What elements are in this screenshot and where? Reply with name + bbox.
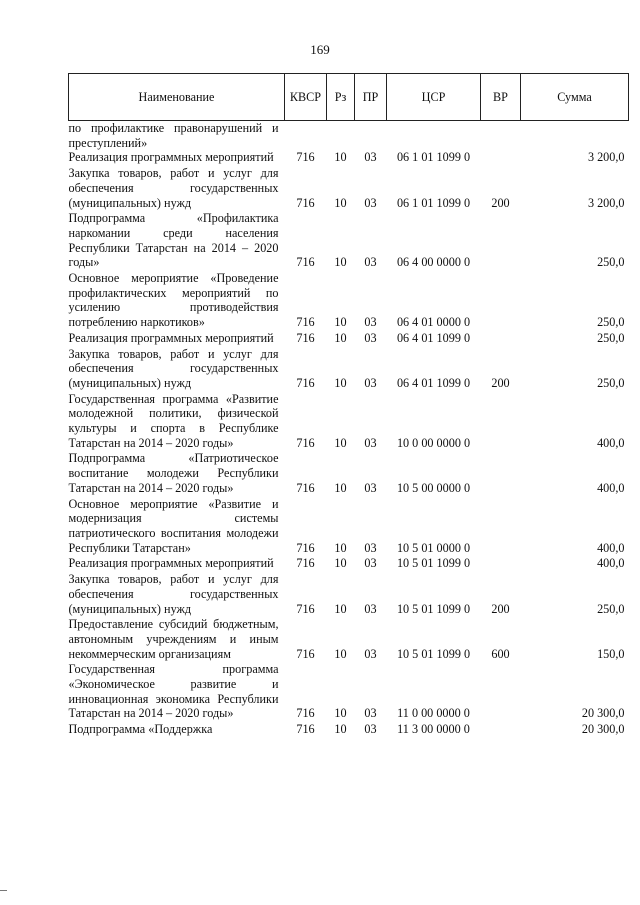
row-rz: 10 xyxy=(334,375,347,390)
row-rz: 10 xyxy=(334,255,347,270)
table-row xyxy=(69,451,629,496)
row-rz: 10 xyxy=(334,330,347,345)
row-rz: 10 xyxy=(334,540,347,555)
row-csr: 11 3 00 0000 0 xyxy=(397,722,470,737)
row-vr xyxy=(481,211,521,271)
row-kvsr: 716 xyxy=(296,375,315,390)
row-name: Государственная программа «Развитие молодежной политики, физической культуры и спорта в Республике Татарстан на 2014 – 2020 годы» xyxy=(68,391,279,450)
table-row xyxy=(69,662,629,722)
row-pr: 03 xyxy=(364,646,377,661)
table-row xyxy=(69,722,629,738)
scan-mark xyxy=(0,890,7,891)
row-sum: 250,0 xyxy=(597,330,625,345)
row-csr: 06 4 00 0000 0 xyxy=(396,255,471,270)
row-sum: 400,0 xyxy=(597,540,625,555)
row-vr: 200 xyxy=(491,601,510,616)
row-kvsr: 716 xyxy=(296,646,315,661)
row-kvsr: 716 xyxy=(296,255,315,270)
row-csr: 06 1 01 1099 0 xyxy=(396,150,471,165)
row-sum: 3 200,0 xyxy=(587,150,625,165)
row-rz: 10 xyxy=(334,195,347,210)
header-csr: ЦСР xyxy=(387,74,481,121)
row-name: Подпрограмма «Профилактика наркомании среди населения Республики Татарстан на 2014 – 2020 годы» xyxy=(68,211,279,270)
row-sum: 20 300,0 xyxy=(581,706,625,721)
row-csr: 10 0 00 0000 0 xyxy=(396,435,471,450)
row-sum: 250,0 xyxy=(597,255,625,270)
row-sum: 250,0 xyxy=(597,315,625,330)
row-name: Предоставление субсидий бюджетным, автономным учреждениям и иным некоммерческим организациям xyxy=(68,617,279,661)
row-vr: 200 xyxy=(491,375,510,390)
row-name: Государственная программа «Экономическое развитие и инновационная экономика Республики Татарстан на 2014 – 2020 годы» xyxy=(68,662,279,721)
row-kvsr: 716 xyxy=(296,315,315,330)
row-vr xyxy=(481,331,521,347)
row-kvsr: 716 xyxy=(296,540,315,555)
row-kvsr: 716 xyxy=(296,722,315,737)
table-row xyxy=(69,166,629,211)
row-kvsr: 716 xyxy=(296,601,315,616)
row-rz: 10 xyxy=(334,722,347,737)
row-rz: 10 xyxy=(334,150,347,165)
row-csr: 06 4 01 0000 0 xyxy=(396,315,471,330)
continuation-row xyxy=(69,121,629,151)
table-row xyxy=(69,331,629,347)
row-rz: 10 xyxy=(334,601,347,616)
header-sum: Сумма xyxy=(521,74,629,121)
row-name: Закупка товаров, работ и услуг для обеспечения государственных (муниципальных) нужд xyxy=(68,346,279,390)
row-vr xyxy=(481,497,521,557)
table-row xyxy=(69,617,629,662)
row-csr: 06 4 01 1099 0 xyxy=(396,375,471,390)
row-rz: 10 xyxy=(334,556,347,571)
row-name: Подпрограмма «Патриотическое воспитание молодежи Республики Татарстан на 2014 – 2020 годы» xyxy=(68,451,279,495)
row-sum: 400,0 xyxy=(597,480,625,495)
row-sum: 250,0 xyxy=(597,375,625,390)
header-vr: ВР xyxy=(481,74,521,121)
row-vr: 200 xyxy=(491,195,510,210)
row-pr: 03 xyxy=(364,540,377,555)
row-vr xyxy=(481,392,521,452)
row-kvsr: 716 xyxy=(296,480,315,495)
row-sum: 3 200,0 xyxy=(587,195,625,210)
header-name: Наименование xyxy=(69,74,285,121)
table-row xyxy=(69,150,629,166)
row-vr xyxy=(481,271,521,331)
page-number: 169 xyxy=(310,42,330,57)
row-pr: 03 xyxy=(364,255,377,270)
row-pr: 03 xyxy=(364,601,377,616)
budget-table xyxy=(68,73,629,738)
row-name: Закупка товаров, работ и услуг для обеспечения государственных (муниципальных) нужд xyxy=(68,166,279,210)
row-rz: 10 xyxy=(334,435,347,450)
row-sum: 150,0 xyxy=(597,646,625,661)
row-sum: 20 300,0 xyxy=(581,722,625,737)
row-name: Подпрограмма «Поддержка xyxy=(68,722,213,737)
row-sum: 400,0 xyxy=(597,556,625,571)
row-csr: 06 1 01 1099 0 xyxy=(396,195,471,210)
row-rz: 10 xyxy=(334,480,347,495)
row-csr: 10 5 01 1099 0 xyxy=(396,646,471,661)
row-pr: 03 xyxy=(364,435,377,450)
row-csr: 11 0 00 0000 0 xyxy=(397,706,470,721)
row-vr xyxy=(481,451,521,496)
row-name: Реализация программных мероприятий xyxy=(68,330,274,345)
row-sum: 400,0 xyxy=(597,435,625,450)
header-pr: ПР xyxy=(355,74,387,121)
row-kvsr: 716 xyxy=(296,150,315,165)
row-pr: 03 xyxy=(364,330,377,345)
table-row xyxy=(69,211,629,271)
row-csr: 10 5 01 1099 0 xyxy=(396,601,471,616)
row-csr: 10 5 01 0000 0 xyxy=(396,540,471,555)
table-row xyxy=(69,572,629,617)
row-pr: 03 xyxy=(364,375,377,390)
row-kvsr: 716 xyxy=(296,706,315,721)
row-csr: 10 5 01 1099 0 xyxy=(396,556,471,571)
table-row xyxy=(69,556,629,572)
row-pr: 03 xyxy=(364,556,377,571)
row-kvsr: 716 xyxy=(296,556,315,571)
continuation-text: по профилактике правонарушений и преступлений» xyxy=(68,121,279,150)
row-vr xyxy=(481,556,521,572)
row-pr: 03 xyxy=(364,150,377,165)
row-rz: 10 xyxy=(334,315,347,330)
table-row xyxy=(69,347,629,392)
table-row xyxy=(69,271,629,331)
table-header-row xyxy=(69,74,629,121)
row-vr: 600 xyxy=(491,646,510,661)
row-name: Основное мероприятие «Проведение профилактических мероприятий по усилению противодействия потреблению наркотиков» xyxy=(68,271,279,330)
row-vr xyxy=(481,662,521,722)
row-pr: 03 xyxy=(364,315,377,330)
row-pr: 03 xyxy=(364,480,377,495)
row-pr: 03 xyxy=(364,722,377,737)
row-kvsr: 716 xyxy=(296,195,315,210)
row-pr: 03 xyxy=(364,195,377,210)
table-row xyxy=(69,497,629,557)
row-pr: 03 xyxy=(364,706,377,721)
row-rz: 10 xyxy=(334,646,347,661)
row-name: Реализация программных мероприятий xyxy=(68,556,274,571)
table-row xyxy=(69,392,629,452)
header-rz: Рз xyxy=(327,74,355,121)
row-vr xyxy=(481,722,521,738)
row-sum: 250,0 xyxy=(597,601,625,616)
row-name: Реализация программных мероприятий xyxy=(68,150,274,165)
row-kvsr: 716 xyxy=(296,435,315,450)
row-rz: 10 xyxy=(334,706,347,721)
row-vr xyxy=(481,150,521,166)
row-csr: 10 5 00 0000 0 xyxy=(396,480,471,495)
row-csr: 06 4 01 1099 0 xyxy=(396,330,471,345)
row-name: Закупка товаров, работ и услуг для обеспечения государственных (муниципальных) нужд xyxy=(68,572,279,616)
header-kvsr: КВСР xyxy=(285,74,327,121)
row-kvsr: 716 xyxy=(296,330,315,345)
row-name: Основное мероприятие «Развитие и модернизация системы патриотического воспитания молодежи Республики Татарстан» xyxy=(68,496,279,555)
